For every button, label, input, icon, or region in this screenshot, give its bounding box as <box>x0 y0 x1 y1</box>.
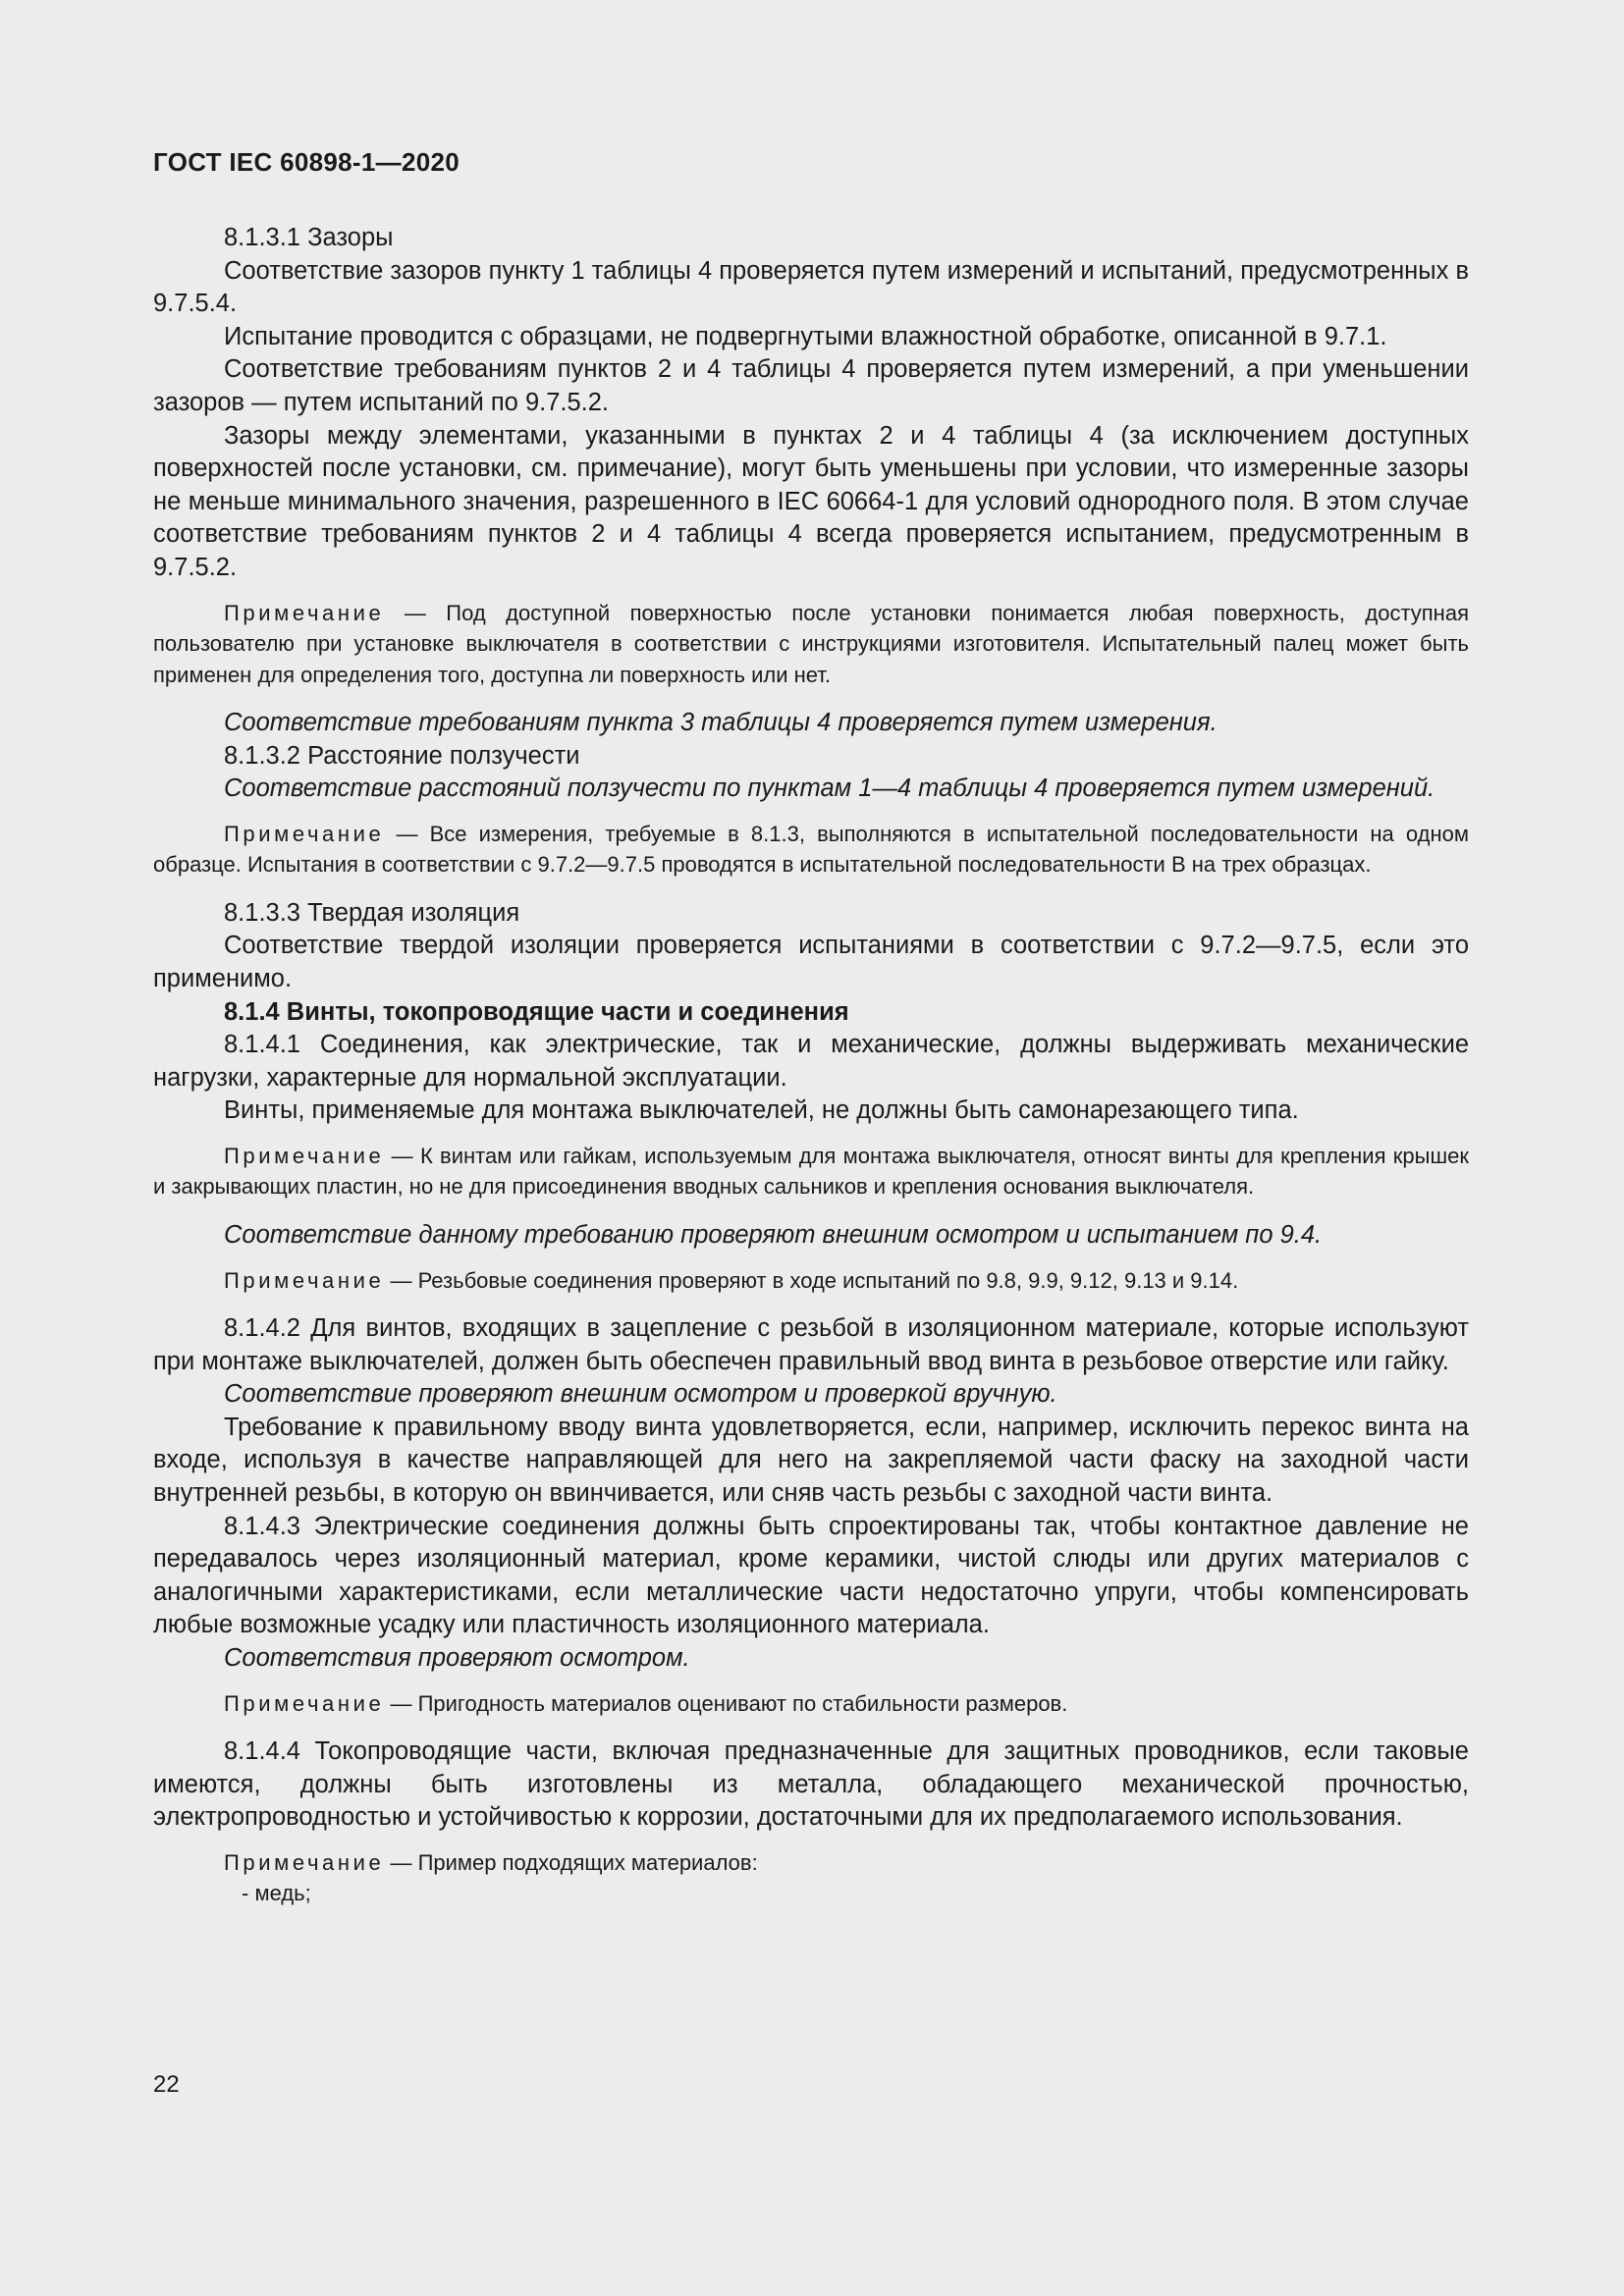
note-dash: — <box>384 1267 418 1293</box>
note-label: Примечание <box>224 1849 385 1875</box>
clause-heading: 8.1.3.3 Твердая изоляция <box>224 898 520 927</box>
note <box>153 1688 1469 1720</box>
note-label: Примечание <box>224 600 385 625</box>
page-number: 22 <box>153 2071 180 2098</box>
compliance-paragraph: Соответствие расстояний ползучести по пунктам 1—4 таблицы 4 проверяется путем измерений. <box>224 774 1435 803</box>
note-dash: — <box>384 1143 420 1168</box>
note-dash: — <box>384 1849 418 1875</box>
list-item: - медь; <box>242 1881 311 1906</box>
note <box>153 1847 1469 1879</box>
document-header: ГОСТ IEC 60898-1—2020 <box>153 147 460 177</box>
note-label: Примечание <box>224 1690 385 1716</box>
note-dash: — <box>384 600 447 625</box>
note-dash: — <box>384 1690 418 1716</box>
section-heading: 8.1.4 Винты, токопроводящие части и соединения <box>224 997 849 1026</box>
paragraph: 8.1.4.3 Электрические соединения должны быть спроектированы так, чтобы контактное давление не передавалось через изоляционный материал, кроме керамики, чистой слюды или других материалов с аналогичными характеристиками, если металлические части недостаточно упруги, чтобы компенсировать любые возможные усадку или пластичность изоляционного материала. <box>153 1512 1469 1639</box>
note <box>153 819 1469 881</box>
note-label: Примечание <box>224 1143 385 1168</box>
paragraph: 8.1.4.1 Соединения, как электрические, так и механические, должны выдерживать механические нагрузки, характерные для нормальной эксплуатации. <box>153 1031 1469 1092</box>
paragraph: Соответствие твердой изоляции проверяется испытаниями в соответствии с 9.7.2—9.7.5, если это применимо. <box>153 932 1469 992</box>
paragraph: 8.1.4.4 Токопроводящие части, включая предназначенные для защитных проводников, если таковые имеются, должны быть изготовлены из металла, обладающего механической прочностью, электропроводностью и устойчивостью к коррозии, достаточными для их предполагаемого использования. <box>153 1737 1469 1832</box>
compliance-paragraph: Соответствия проверяют осмотром. <box>224 1644 690 1672</box>
compliance-paragraph: Соответствие данному требованию проверяют внешним осмотром и испытанием по 9.4. <box>224 1220 1323 1249</box>
paragraph: Соответствие требованиям пунктов 2 и 4 таблицы 4 проверяется путем измерений, а при уменьшении зазоров — путем испытаний по 9.7.5.2. <box>153 355 1469 416</box>
paragraph: Соответствие зазоров пункту 1 таблицы 4 проверяется путем измерений и испытаний, предусмотренных в 9.7.5.4. <box>153 256 1469 318</box>
note-text: К винтам или гайкам, используемым для монтажа выключателя, относят винты для крепления крышек и закрывающих пластин, но не для присоединения вводных сальников и крепления основания выключателя. <box>153 1143 1469 1200</box>
document-body <box>153 222 1469 1909</box>
note <box>153 1141 1469 1202</box>
paragraph: Требование к правильному вводу винта удовлетворяется, если, например, исключить перекос винта на входе, используя в качестве направляющей для него на закрепляемой части фаску на заходной части внутренней резьбы, в которую он ввинчивается, или сняв часть резьбы с заходной части винта. <box>153 1413 1469 1508</box>
note <box>153 598 1469 691</box>
note-text: Все измерения, требуемые в 8.1.3, выполняются в испытательной последовательности на одном образце. Испытания в соответствии с 9.7.2—9.7.5 проводятся в испытательной последовательности В на трех образцах. <box>153 821 1469 878</box>
paragraph: Зазоры между элементами, указанными в пунктах 2 и 4 таблицы 4 (за исключением доступных поверхностей после установки, см. примечание), могут быть уменьшены при условии, что измеренные зазоры не меньше минимального значения, разрешенного в IEC 60664-1 для условий однородного поля. В этом случае соответствие требованиям пунктов 2 и 4 таблицы 4 всегда проверяется испытанием, предусмотренным в 9.7.5.2. <box>153 421 1469 581</box>
paragraph: 8.1.4.2 Для винтов, входящих в зацепление с резьбой в изоляционном материале, которые используют при монтаже выключателей, должен быть обеспечен правильный ввод винта в резьбовое отверстие или гайку. <box>153 1314 1469 1375</box>
compliance-paragraph: Соответствие проверяют внешним осмотром и проверкой вручную. <box>224 1380 1057 1409</box>
paragraph: Винты, применяемые для монтажа выключателей, не должны быть самонарезающего типа. <box>224 1096 1299 1125</box>
note-text: Резьбовые соединения проверяют в ходе испытаний по 9.8, 9.9, 9.12, 9.13 и 9.14. <box>417 1267 1239 1293</box>
note-text: Пригодность материалов оценивают по стабильности размеров. <box>417 1690 1068 1716</box>
note-text: Пример подходящих материалов: <box>417 1849 758 1875</box>
note-label: Примечание <box>224 821 385 846</box>
clause-heading: 8.1.3.1 Зазоры <box>224 224 394 251</box>
note-label: Примечание <box>224 1267 385 1293</box>
note <box>153 1265 1469 1297</box>
compliance-paragraph: Соответствие требованиям пункта 3 таблицы 4 проверяется путем измерения. <box>224 709 1218 737</box>
note-dash: — <box>384 821 430 846</box>
note-text: Под доступной поверхностью после установки понимается любая поверхность, доступная пользователю при установке выключателя в соответствии с инструкциями изготовителя. Испытательный палец может быть применен для определения того, доступна ли поверхность или нет. <box>153 600 1469 687</box>
paragraph: Испытание проводится с образцами, не подвергнутыми влажностной обработке, описанной в 9.7.1. <box>224 322 1387 350</box>
clause-heading: 8.1.3.2 Расстояние ползучести <box>224 741 580 770</box>
